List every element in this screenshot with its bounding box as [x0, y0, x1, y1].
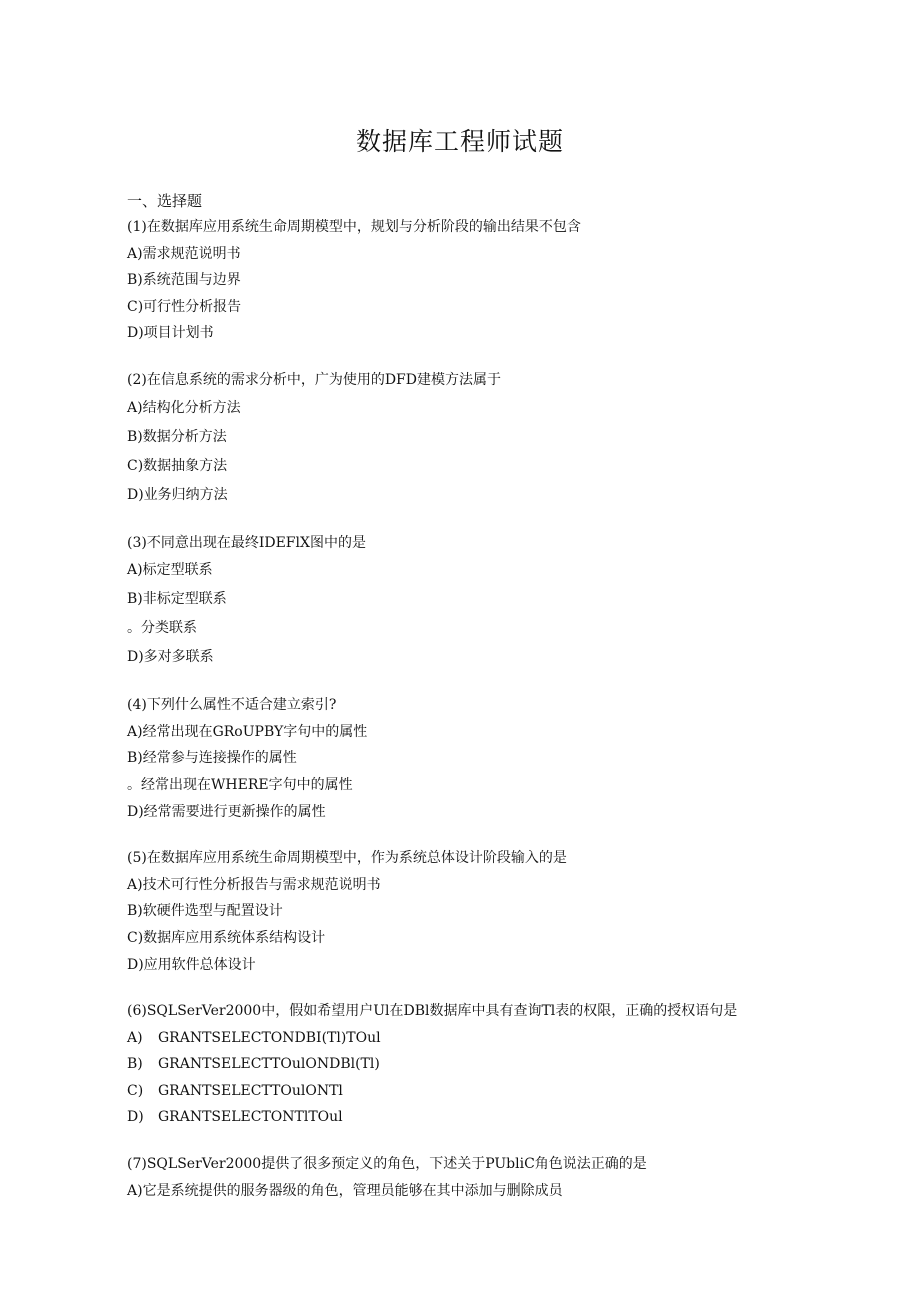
option-a: A)需求规范说明书	[127, 245, 241, 262]
question-4	[127, 692, 827, 825]
question-stem: (5)在数据库应用系统生命周期模型中，作为系统总体设计阶段输入的是	[127, 850, 567, 867]
option-d	[127, 1104, 827, 1131]
option-b: B)经常参与连接操作的属性	[127, 750, 297, 767]
question-3	[127, 530, 827, 673]
option-b: B)软硬件选型与配置设计	[127, 903, 283, 920]
option-d: D)多对多联系	[127, 649, 214, 666]
option-text: GRANTSELECTONDBI(Tl)TOul	[158, 1029, 381, 1046]
option-letter: B)	[127, 1056, 143, 1073]
option-d: D)业务归纳方法	[127, 486, 228, 503]
option-d: D)项目计划书	[127, 325, 214, 342]
option-c: 。分类联系	[127, 620, 197, 637]
option-b: B)系统范围与边界	[127, 272, 241, 289]
option-c	[127, 1078, 827, 1105]
option-b: B)数据分析方法	[127, 428, 227, 445]
option-d: D)经常需要进行更新操作的属性	[127, 803, 326, 820]
section-heading: 一、选择题	[127, 192, 203, 210]
option-letter: C)	[127, 1082, 144, 1099]
question-stem: (1)在数据库应用系统生命周期模型中，规划与分析阶段的输出结果不包含	[127, 219, 581, 235]
option-a: A)标定型联系	[127, 562, 213, 579]
option-a: A)结构化分析方法	[127, 399, 241, 416]
option-text: GRANTSELECTONTlTOul	[158, 1109, 343, 1126]
option-a: A)技术可行性分析报告与需求规范说明书	[127, 876, 381, 893]
question-1	[127, 214, 827, 347]
question-stem: (3)不同意出现在最终IDEFlX图中的是	[127, 534, 366, 551]
question-7	[127, 1151, 827, 1204]
option-c: C)数据抽象方法	[127, 457, 228, 474]
option-b	[127, 1051, 827, 1078]
question-stem: (6)SQLSerVer2000中，假如希望用户Ul在DBl数据库中具有查询Tl表的权限，正确的授权语句是	[127, 1003, 738, 1020]
question-6	[127, 998, 827, 1131]
option-letter: A)	[127, 1029, 143, 1046]
option-a: A)它是系统提供的服务器级的角色，管理员能够在其中添加与删除成员	[127, 1182, 563, 1199]
option-text: GRANTSELECTTOulONDBl(Tl)	[158, 1056, 380, 1073]
question-list	[127, 214, 827, 1224]
option-d: D)应用软件总体设计	[127, 956, 256, 973]
option-text: GRANTSELECTTOulONTl	[158, 1082, 343, 1099]
document-title: 数据库工程师试题	[355, 127, 564, 156]
question-2	[127, 367, 827, 510]
option-c: 。经常出现在WHERE字句中的属性	[127, 776, 353, 793]
option-a: A)经常出现在GRoUPBY字句中的属性	[127, 723, 368, 740]
option-letter: D)	[127, 1109, 144, 1126]
option-c: C)可行性分析报告	[127, 298, 242, 315]
question-stem: (7)SQLSerVer2000提供了很多预定义的角色，下述关于PUbliC角色说法正确的是	[127, 1156, 647, 1173]
question-stem: (2)在信息系统的需求分析中，广为使用的DFD建模方法属于	[127, 371, 501, 388]
question-5	[127, 845, 827, 978]
question-stem: (4)下列什么属性不适合建立索引?	[127, 697, 337, 714]
option-a	[127, 1025, 827, 1052]
option-b: B)非标定型联系	[127, 591, 227, 608]
option-c: C)数据库应用系统体系结构设计	[127, 929, 326, 946]
